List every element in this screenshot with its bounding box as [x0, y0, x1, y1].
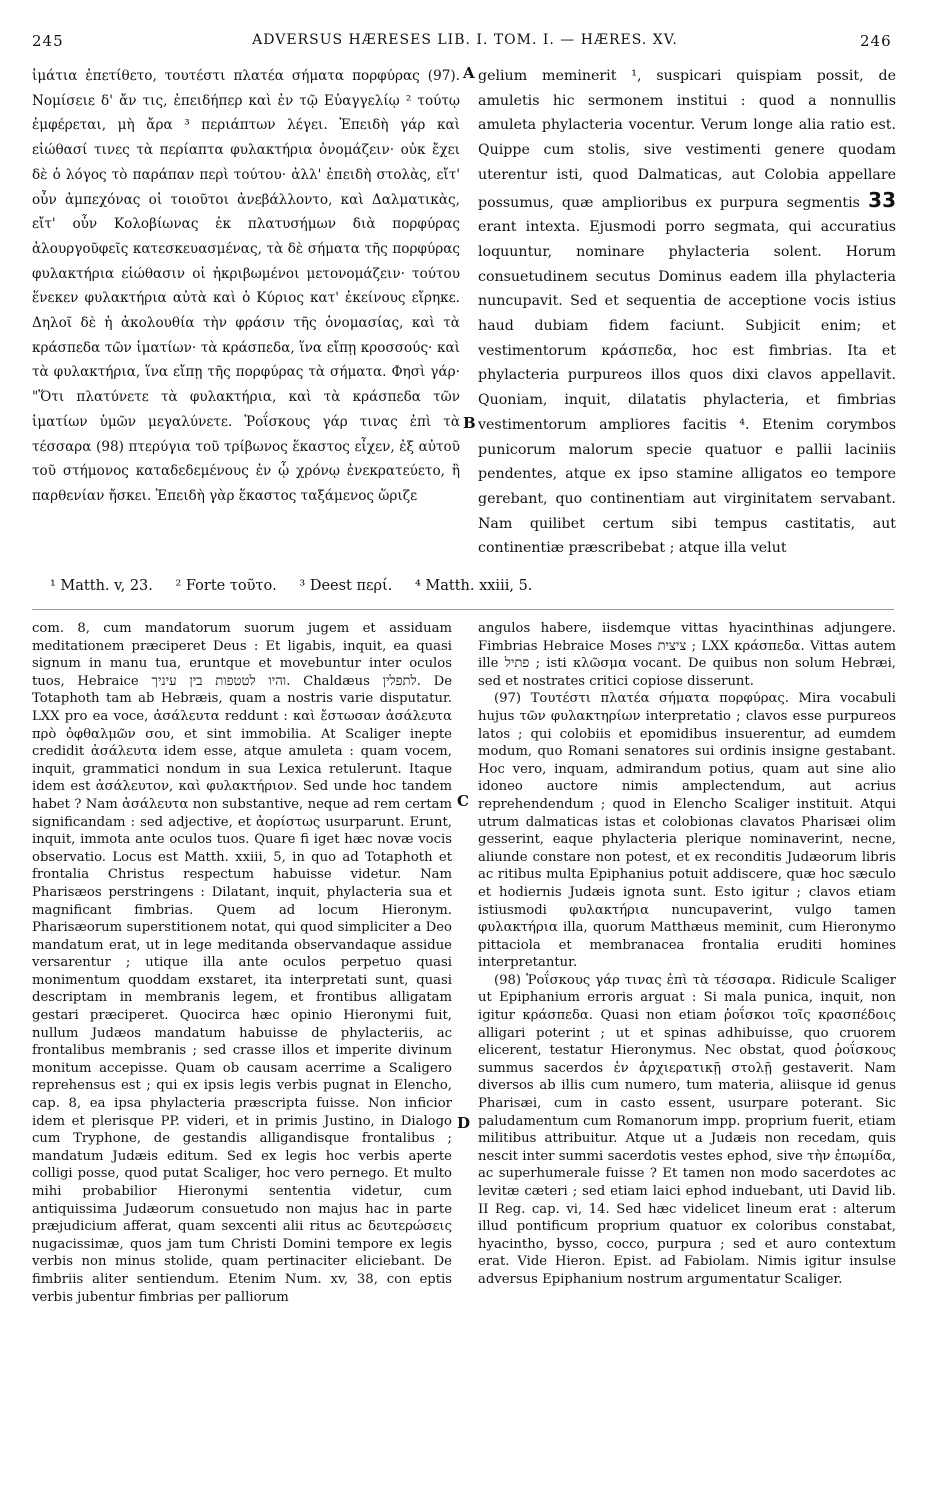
latin-text: gelium meminerit ¹, suspicari quispiam possit, de amuletis hic sermonem institui : quod a nonnullis amuleta phylacteria vocentur. Verum longe alia ratio est. Quippe cum stolis, sive vestimenti genere quodam uterentur isti, quod Dalmaticas, aut Colobia appellare possumus, quæ amplioribus ex purpura segmentis 33 erant intexta. Ejusmodi porro segmata, qui accuratius loquuntur, nominare phylacteria solent. Horum consuetudinem secutus Dominus eadem illa phylacteria nuncupavit. Sed et sequentia de acceptione vocis istius haud dubiam fidem faciunt. Subjicit enim; et vestimentorum κράσπεδα, hoc est fimbrias. Ita et phylacteria purpureos illos quos dixi clavos appellavit. Quoniam, inquit, dilatatis phylacteria, et fimbrias vestimentorum ampliores facitis ⁴. Etenim corymbos punicorum malorum specie quatuor e pallii laciniis pendentes, atque ex ipso stamine alligatos eo tempore gerebant, quo continentiam aut virginitatem servabant. Nam quilibet certum sibi tempus castitatis, aut continentiæ præscribebat ; atque illa velut: [478, 68, 896, 557]
margin-letter-c: C: [457, 792, 469, 810]
note-text: angulos habere, iisdemque vittas hyacinthinas adjungere. Fimbrias Hebraice Moses ציצית ; LXX κράσπεδα. Vittas autem ille פתיל ; isti κλῶσμα vocant. De quibus non solum Hebræi, sed et nostrates critici copiose disserunt.: [478, 621, 896, 689]
notes-left-column: [32, 620, 452, 1462]
column-number: 33: [868, 187, 896, 212]
page-number-left: 245: [32, 32, 64, 50]
margin-letter-a: A: [463, 64, 475, 82]
greek-text-column: [32, 64, 460, 560]
footnotes: [50, 578, 890, 594]
footnote: ² Forte τοῦτο.: [175, 578, 277, 594]
running-title: ADVERSUS HÆRESES LIB. I. TOM. I. — HÆRES. XV.: [252, 32, 678, 48]
footnote: ⁴ Matth. xxiii, 5.: [414, 578, 533, 594]
divider: [32, 609, 894, 610]
latin-translation-column: [478, 64, 896, 560]
notes-right-column: [478, 620, 896, 1462]
margin-letter-d: D: [457, 1114, 471, 1132]
note-text: com. 8, cum mandatorum suorum jugem et assiduam meditationem præciperet Deus : Et ligabis, inquit, ea quasi signum in manu tua, eruntque et movebuntur inter oculos tuos, Hebraice והיו לטטפות בין עיניך. Chaldæus לתפלין. De Totaphoth tam ab Hebræis, quam a nostris varie disputatur. LXX pro ea voce, ἀσάλευτα reddunt : καὶ ἔστωσαν ἀσάλευτα πρὸ ὀφθαλμῶν σου, et sint immobilia. At Scaliger inepte credidit ἀσάλευτα idem esse, atque amuleta : quam vocem, inquit, grammatici nondum in sua Lexica retulerunt. Itaque idem est ἀσάλευτον, καὶ φυλακτήριον. Sed unde hoc tandem habet ? Nam ἀσάλευτα non substantive, neque ad rem certam significandam : sed adjective, et ἀορίστως usurparunt. Erunt, inquit, immota ante oculos tuos. Quare fi iget hæc novæ vocis observatio. Locus est Matth. xxiii, 5, in quo ad Totaphoth et frontalia Christus respectum habuisse videtur. Nam Pharisæos perstringens : Dilatant, inquit, phylacteria sua et magnificant fimbrias. Quem ad locum Hieronym. Pharisæorum superstitionem notat, qui quod simpliciter a Deo mandatum erat, ut in lege meditanda observandaque assidue versarentur ; utique illa ante oculos perpetuo quasi monimentum quoddam exstaret, ita interpretati sunt, quasi descriptam in membranis legem, et frontibus alligatam gestari præciperet. Quocirca hæc opinio Hieronymi fuit, nullum Judæos mandatum habuisse de phylacteriis, ac frontalibus membranis ; sed crasse illos et imperite divinum monitum accepisse. Quam ob causam acerrime a Scaligero reprehensus est ; qui ex ipsis legis verbis pugnat in Elencho, cap. 8, ea ipsa phylacteria præscripta fuisse. Non inficior idem et plerisque PP. videri, et in primis Justino, in Dialogo cum Tryphone, de gestandis alligandisque frontalibus ; mandatum Judæis editum. Sed ex legis hoc verbis aperte colligi posse, quod putat Scaliger, hoc vero pernego. Et multo mihi probabilior Hieronymi sententia videtur, cum antiquissima Judæorum consuetudo non majus hac in parte præjudicium afferat, quam sexcenti alii ritus ac δευτερώσεις nugacissimæ, quos jam tum Christi Domini tempore ex legis verbis non minus stolide, quam pertinaciter eliciebant. De fimbriis aliter sentiendum. Etenim Num. xv, 38, con eptis verbis jubentur fimbrias per palliorum: [32, 621, 452, 1305]
greek-text: ἱμάτια ἐπετίθετο, τουτέστι πλατέα σήματα πορφύρας (97). Νομίσειε δ' ἄν τις, ἐπειδήπερ καὶ ἐν τῷ Εὐαγγελίῳ ² τούτῳ ἐμφέρεται, μὴ ἄρα ³ περιάπτων λέγει. Ἐπειδὴ γάρ καὶ εἰώθασί τινες τὰ περίαπτα φυλακτήρια ὀνομάζειν· οὐκ ἔχει δὲ ὁ λόγος τὸ παράπαν περὶ τούτου· ἀλλ' ἐπειδὴ στολὰς, εἴτ' οὖν ἀμπεχόνας οἱ τοιοῦτοι ἀνεβάλλοντο, καὶ Δαλματικὰς, εἴτ' οὖν Κολοβίωνας ἐκ πλατυσήμων διὰ πορφύρας ἀλουργοῦφεῖς κατεσκευασμένας, τὰ δὲ σήματα τῆς πορφύρας φυλακτήρια εἰώθασιν οἱ ἠκριβωμένοι μετονομάζειν· τούτου ἕνεκεν φυλακτήρια αὐτὰ καὶ ὁ Κύριος κατ' ἐκείνους εἴρηκε. Δηλοῖ δὲ ἡ ἀκολουθία τὴν φράσιν τῆς ὀνομασίας, καὶ τὰ κράσπεδα τῶν ἱματίων· τὰ κράσπεδα, ἵνα εἴπῃ κροσσούς· καὶ τὰ φυλακτήρια, ἵνα εἴπῃ τῆς πορφύρας τὰ σήματα. Φησὶ γάρ· "Ὅτι πλατύνετε τὰ φυλακτήρια, καὶ τὰ κράσπεδα τῶν ἱματίων ὑμῶν μεγαλύνετε. Ῥοΐσκους γάρ τινας ἐπὶ τὰ τέσσαρα (98) πτερύγια τοῦ τρίβωνος ἕκαστος εἶχεν, ἐξ αὐτοῦ τοῦ στήμονος καταδεδεμένους ἐν ᾧ χρόνῳ ἐνεκρατεύετο, ἢ παρθενίαν ἤσκει. Ἐπειδὴ γὰρ ἕκαστος ταξάμενος ὥριζε: [32, 68, 460, 504]
note-98: (98) Ῥοΐσκους γάρ τινας ἐπὶ τὰ τέσσαρα. Ridicule Scaliger ut Epiphanium erroris arguat : Si mala punica, inquit, non igitur κράσπεδα. Quasi non etiam ῥοΐσκοι τοῖς κρασπέδοις alligari poterint ; ut et spinas adhibuisse, quo cruorem elicerent, testatur Hieronymus. Nec obstat, quod ῥοΐσκους summus sacerdos ἐν ἀρχιερατικῇ στολῇ gestaverit. Nam diversos ab illis cum numero, tum materia, aliisque id genus Pharisæi, cum in casto essent, usurpare poterant. Sic paludamentum cum Romanorum impp. proprium fuerit, etiam militibus attribuitur. Atque ut a Judæis non recedam, quis nescit inter summi sacerdotis vestes ephod, sive τὴν ἐπωμίδα, ac superhumerale fuisse ? Et tamen non modo sacerdotes ac levitæ cæteri ; sed etiam laici ephod induebant, uti David lib. II Reg. cap. vi, 14. Sed hæc videlicet lineum erat : alterum illud pontificum proprium quatuor ex coloribus constabat, hyacintho, bysso, cocco, purpura ; sed et auro contextum erat. Vide Hieron. Epist. ad Fabiolam. Nimis igitur insulse adversus Epiphanium nostrum argumentatur Scaliger.: [478, 972, 896, 1287]
footnote: ³ Deest περί.: [299, 578, 393, 594]
page-number-right: 246: [860, 32, 892, 50]
footnote: ¹ Matth. v, 23.: [50, 578, 153, 594]
page-header: [0, 32, 927, 54]
margin-letter-b: B: [463, 414, 476, 432]
note-97: (97) Τουτέστι πλατέα σήματα πορφύρας. Mira vocabuli hujus τῶν φυλακτηρίων interpretatio ; clavos esse purpureos latos ; qui colobiis et epomidibus insuerentur, ad eumdem modum, quo Romani senatores sui ordinis insigne gestabant. Hoc vero, inquam, admirandum potius, quam aut sine alio idoneo auctore nimis amplectendum, aut acrius reprehendendum ; quod in Elencho Scaliger instituit. Atqui utrum dalmaticas istas et colobionas clavatos Pharisæi olim gesserint, eaque phylacteria plerique nominaverint, necne, aliunde constare non potest, et ex reconditis Judæorum libris ac ritibus multa Epiphanius potuit addiscere, quæ hoc sæculo et hodiernis Judæis ignota sunt. Esto igitur ; clavos etiam istiusmodi φυλακτήρια nuncupaverint, vulgo tamen φυλακτήρια illa, quorum Matthæus meminit, cum Hieronymo pittaciola et membranacea frontalia eruditi homines interpretantur.: [478, 691, 896, 971]
